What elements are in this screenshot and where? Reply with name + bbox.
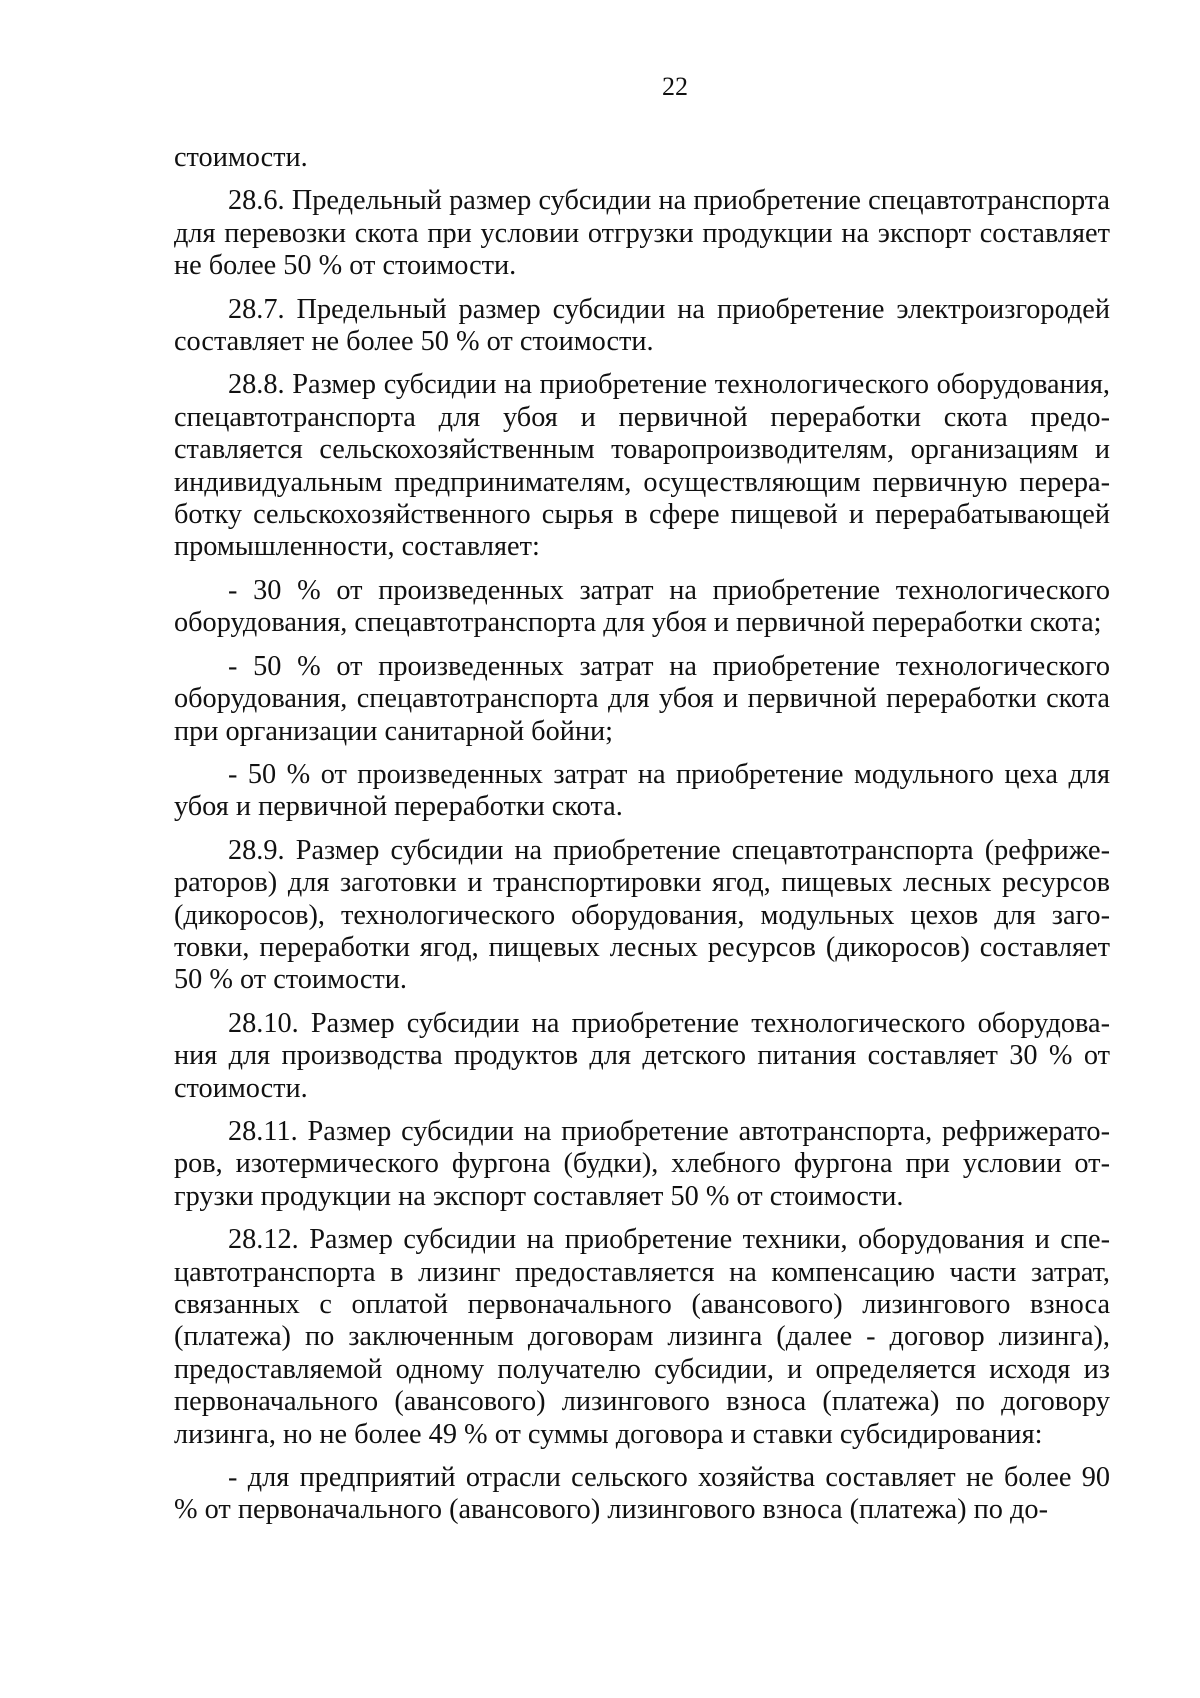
- list-item-28-8-3: - 50 % от произведенных затрат на приобретение модульного цеха для убоя и первичной переработки скота.: [174, 758, 1110, 823]
- list-item-28-12-1: - для предприятий отрасли сельского хозяйства составляет не более 90 % от первоначального (авансового) лизингового взноса (платежа) по до-: [174, 1462, 1110, 1526]
- paragraph-28-6: 28.6. Предельный размер субсидии на приобретение спецавтотранспорта для перевозки скота при условии отгрузки продукции на экспорт составляет не более 50 % от стоимости.: [174, 185, 1110, 282]
- list-item-28-8-2: - 50 % от произведенных затрат на приобретение технологического оборудования, спецавтотранспорта для убоя и первичной переработки скота при организации санитарной бойни;: [174, 650, 1110, 747]
- list-item-28-8-1: - 30 % от произведенных затрат на приобретение технологического оборудования, спецавтотранспорта для убоя и первичной переработки скота;: [174, 574, 1110, 639]
- paragraph-28-9: 28.9. Размер субсидии на приобретение спецавтотранспорта (рефрижераторов) для заготовки и транспортировки ягод, пищевых лесных ресурсов (дикоросов), технологического оборудования, модульных цехов для заготовки, переработки ягод, пищевых лесных ресурсов (дикоросов) составляет 50 % от стоимости.: [174, 834, 1110, 996]
- paragraph-28-11: 28.11. Размер субсидии на приобретение автотранспорта, рефрижераторов, изотермического фургона (будки), хлебного фургона при условии отгрузки продукции на экспорт составляет 50 % от стоимости.: [174, 1115, 1110, 1212]
- paragraph-28-8: 28.8. Размер субсидии на приобретение технологического оборудования, спецавтотранспорта для убоя и первичной переработки скота предоставляется сельскохозяйственным товаропроизводителям, организациям и индивидуальным предпринимателям, осуществляющим первичную переработку сельскохозяйственного сырья в сфере пищевой и перерабатывающей промышленности, составляет:: [174, 369, 1110, 563]
- paragraph-continuation: стоимости.: [174, 142, 308, 173]
- paragraph-28-7: 28.7. Предельный размер субсидии на приобретение электроизгородей составляет не более 50 % от стоимости.: [174, 293, 1110, 358]
- page-number: 22: [662, 72, 688, 101]
- paragraph-28-12: 28.12. Размер субсидии на приобретение техники, оборудования и спецавтотранспорта в лизинг предоставляется на компенсацию части затрат, связанных с оплатой первоначального (авансового) лизингового взноса (платежа) по заключенным договорам лизинга (далее - договор лизинга), предоставляемой одному получателю субсидии, и определяется исходя из первоначального (авансового) лизингового взноса (платежа) по договору лизинга, но не более 49 % от суммы договора и ставки субсидирования:: [174, 1224, 1110, 1450]
- document-body: [174, 142, 1110, 1538]
- paragraph-28-10: 28.10. Размер субсидии на приобретение технологического оборудования для производства продуктов для детского питания составляет 30 % от стоимости.: [174, 1007, 1110, 1104]
